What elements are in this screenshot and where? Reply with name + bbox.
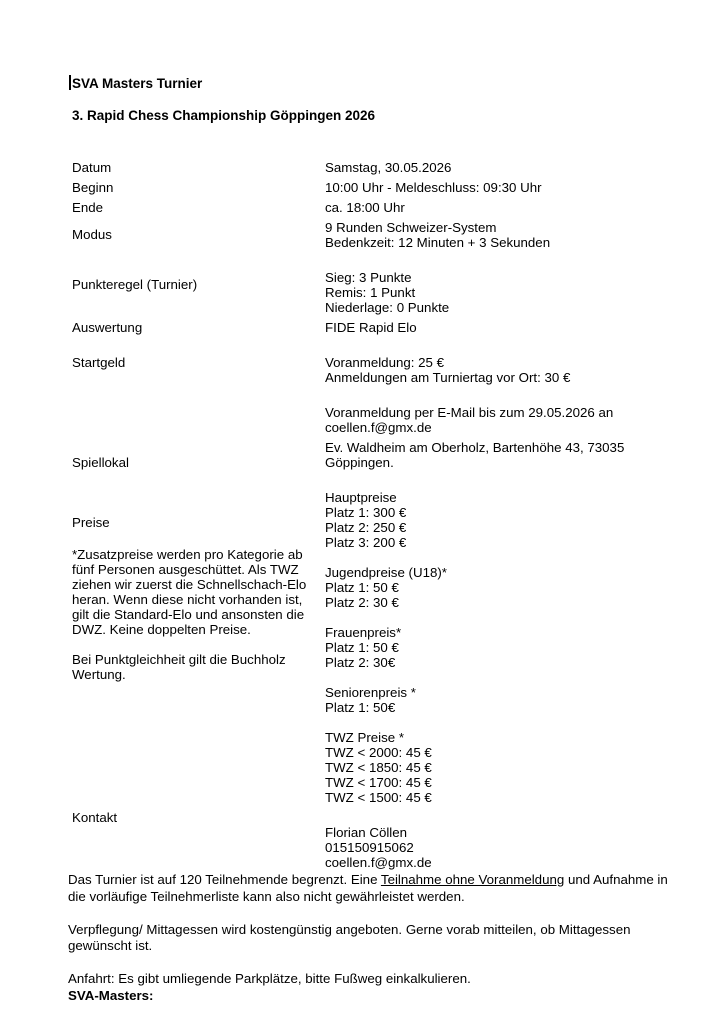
row-label-startgeld: Startgeld <box>72 354 126 370</box>
info-row-anmeldung <box>68 387 670 437</box>
preise-note-zusatzpreise: *Zusatzpreise werden pro Kategorie ab fünf Personen ausgeschüttet. Als TWZ ziehen wir zuerst die Schnellschach-Elo heran. Wenn diese nicht vorhanden ist, gilt die Standard-Elo und ansonsten die DWZ. Keine doppelten Preise. <box>72 546 307 637</box>
preise-note-tiebreak: Bei Punktgleichheit gilt die Buchholz Wertung. <box>72 651 286 682</box>
info-row-modus <box>68 217 670 252</box>
row-value-startgeld: Voranmeldung: 25 € Anmeldungen am Turniertag vor Ort: 30 € <box>325 354 571 385</box>
document-content <box>68 76 670 1004</box>
prize-list: Hauptpreise Platz 1: 300 € Platz 2: 250 € Platz 3: 200 € Jugendpreise (U18)* Platz 1: 50 € Platz 2: 30 € Frauenpreis* Platz 1: 50 € Platz 2: 30€ Seniorenpreis * Platz 1: 50€ TWZ Preise * TWZ < 2000: 45 € TWZ < 1850: 45 € TWZ < 1700: 45 € TWZ < 1500: 45 € <box>325 489 447 805</box>
row-label-anmeldung <box>68 390 325 435</box>
row-label-auswertung: Auswertung <box>72 319 143 335</box>
info-row-punkteregel <box>68 252 670 317</box>
info-row-startgeld <box>68 337 670 387</box>
row-value-beginn: 10:00 Uhr - Meldeschluss: 09:30 Uhr <box>325 179 542 195</box>
participant-limit-paragraph <box>68 872 670 905</box>
row-label-datum: Datum <box>72 159 112 175</box>
limit-text-pre: Das Turnier ist auf 120 Teilnehmende begrenzt. Eine <box>68 872 381 887</box>
limit-text-underlined: Teilnahme ohne Voranmeldung <box>380 872 565 887</box>
row-label-modus: Modus <box>72 227 112 242</box>
row-value-modus: 9 Runden Schweizer-System Bedenkzeit: 12 Minuten + 3 Sekunden <box>325 219 551 250</box>
info-row-preise <box>68 487 670 807</box>
row-label-punkteregel: Punkteregel (Turnier) <box>72 277 198 292</box>
info-row-ende <box>68 197 670 217</box>
row-label-kontakt: Kontakt <box>72 809 118 825</box>
catering-paragraph: Verpflegung/ Mittagessen wird kostengünstig angeboten. Gerne vorab mitteilen, ob Mittagessen gewünscht ist. <box>68 921 631 953</box>
row-label-spiellokal: Spiellokal <box>72 454 129 470</box>
closing-paragraphs <box>68 872 670 1004</box>
info-row-beginn <box>68 177 670 197</box>
info-row-spiellokal <box>68 437 670 487</box>
tournament-info-table <box>68 157 670 872</box>
preise-left-cell <box>68 490 325 805</box>
info-row-kontakt <box>68 807 670 872</box>
info-row-auswertung <box>68 317 670 337</box>
row-value-spiellokal: Ev. Waldheim am Oberholz, Bartenhöhe 43, 73035 Göppingen. <box>325 439 625 470</box>
doc-title: SVA Masters Turnier <box>72 76 203 91</box>
row-value-anmeldung: Voranmeldung per E-Mail bis zum 29.05.2026 an coellen.f@gmx.de <box>325 404 614 435</box>
info-row-datum <box>68 157 670 177</box>
row-value-ende: ca. 18:00 Uhr <box>325 199 405 215</box>
row-value-punkteregel: Sieg: 3 Punkte Remis: 1 Punkt Niederlage: 0 Punkte <box>325 269 450 315</box>
limit-text-post: und Aufnahme in die vorläufige Teilnehmerliste kann also nicht gewährleistet werden. <box>68 872 668 904</box>
row-value-auswertung: FIDE Rapid Elo <box>325 319 417 335</box>
row-label-preise: Preise <box>72 514 110 530</box>
row-label-ende: Ende <box>72 199 104 215</box>
row-value-kontakt: Florian Cöllen 015150915062 coellen.f@gmx.de <box>325 824 432 870</box>
doc-subtitle: 3. Rapid Chess Championship Göppingen 2026 <box>72 108 376 123</box>
directions-paragraph: Anfahrt: Es gibt umliegende Parkplätze, bitte Fußweg einkalkulieren. <box>68 971 471 986</box>
footer-heading: SVA-Masters: <box>68 987 154 1003</box>
row-value-datum: Samstag, 30.05.2026 <box>325 159 452 175</box>
row-label-beginn: Beginn <box>72 179 114 195</box>
